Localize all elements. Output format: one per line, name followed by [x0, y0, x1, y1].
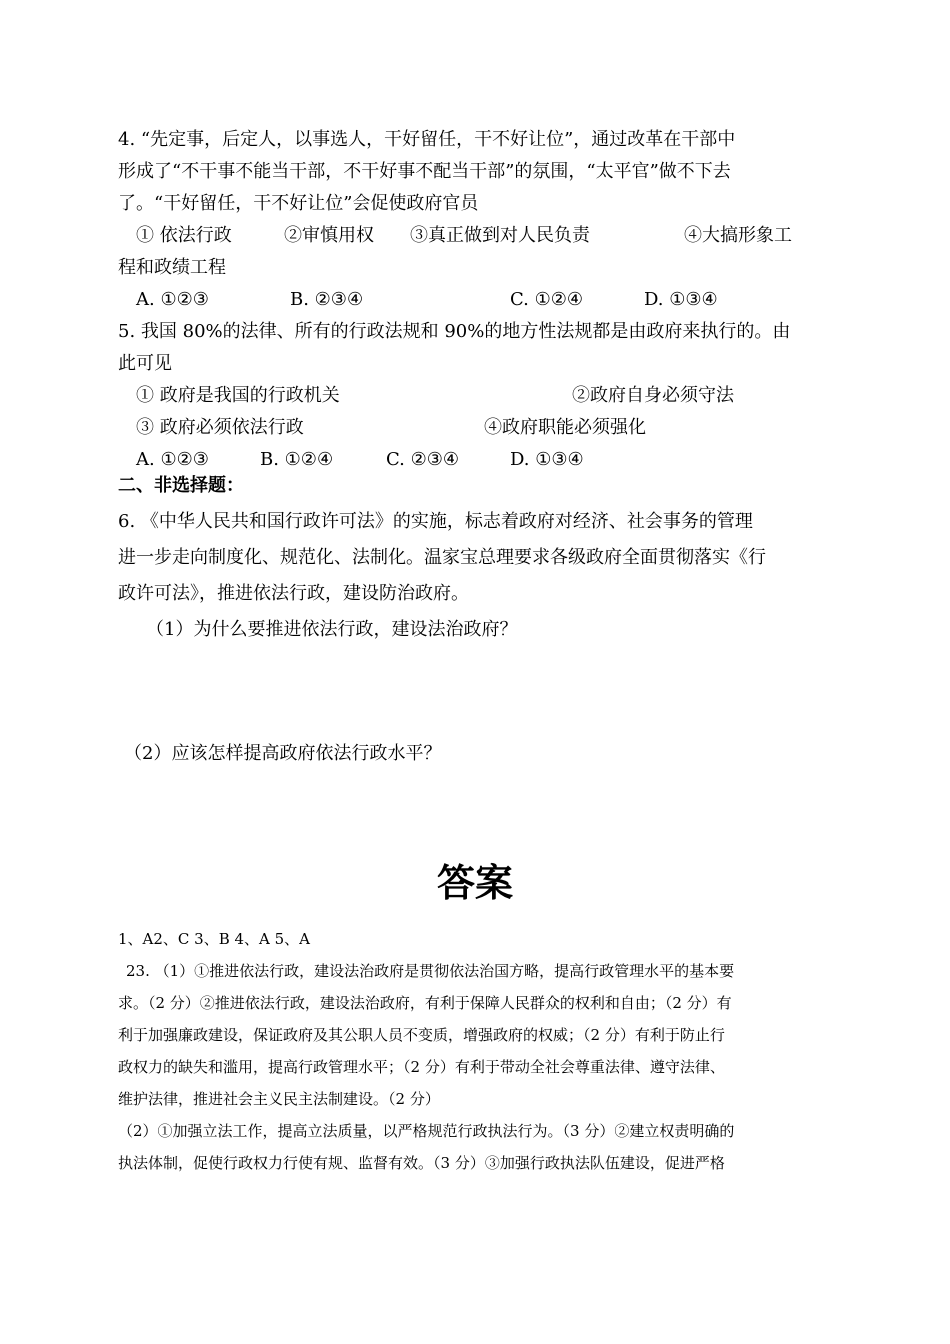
q5-line-1: 5. 我国 80%的法律、所有的行政法规和 90%的地方性法规都是由政府来执行的。由 [118, 321, 791, 342]
answer-1-line-4: 政权力的缺失和滥用，提高行政管理水平；（2 分）有利于带动全社会尊重法律、遵守法律、 [118, 1058, 725, 1076]
q4-option-4-continued: 程和政绩工程 [118, 257, 226, 278]
q4-line-2: 形成了“不干事不能当干部，不干好事不配当干部”的氛围，“太平官”做不下去 [118, 161, 731, 182]
q5-choice-a: A. ①②③ [136, 449, 209, 470]
q6-line-3: 政许可法》，推进依法行政，建设防治政府。 [118, 583, 469, 604]
q5-option-3: ③ 政府必须依法行政 [136, 417, 304, 438]
q5-choice-d: D. ①③④ [510, 449, 584, 470]
answer-2-line-1: （2）①加强立法工作，提高立法质量，以严格规范行政执法行为。（3 分）②建立权责明确的 [118, 1122, 735, 1140]
section-heading: 二、非选择题： [118, 475, 244, 496]
q4-choice-b: B. ②③④ [290, 289, 364, 310]
q4-option-1: ① 依法行政 [136, 225, 232, 246]
answers-title: 答案 [436, 861, 513, 905]
q4-choice-c: C. ①②④ [510, 289, 583, 310]
answer-1-line-2: 求。（2 分）②推进依法行政，建设法治政府，有利于保障人民群众的权利和自由；（2 分）有 [118, 994, 732, 1012]
q4-option-3: ③真正做到对人民负责 [410, 225, 590, 246]
q5-choice-b: B. ①②④ [260, 449, 334, 470]
q6-line-2: 进一步走向制度化、规范化、法制化。温家宝总理要求各级政府全面贯彻落实《行 [118, 547, 766, 568]
q4-line-3: 了。“干好留任，干不好让位”会促使政府官员 [118, 193, 479, 214]
q4-choice-d: D. ①③④ [644, 289, 718, 310]
answer-1-line-5: 维护法律，推进社会主义民主法制建设。（2 分） [118, 1090, 440, 1108]
answers-multiple-choice: 1、A2、C 3、B 4、A 5、A [118, 930, 311, 948]
q4-option-4: ④大搞形象工 [684, 225, 792, 246]
q5-option-2: ②政府自身必须守法 [572, 385, 734, 406]
q6-line-1: 6. 《中华人民共和国行政许可法》的实施，标志着政府对经济、社会事务的管理 [118, 511, 753, 532]
q4-option-2: ②审慎用权 [284, 225, 374, 246]
q4-choice-a: A. ①②③ [136, 289, 209, 310]
q5-option-1: ① 政府是我国的行政机关 [136, 385, 340, 406]
q5-line-2: 此可见 [118, 353, 172, 374]
q6-sub-question-1: （1）为什么要推进依法行政，建设法治政府？ [146, 619, 518, 640]
answer-1-line-3: 利于加强廉政建设，保证政府及其公职人员不变质，增强政府的权威；（2 分）有利于防止行 [118, 1026, 725, 1044]
answer-2-line-2: 执法体制，促使行政权力行使有规、监督有效。（3 分）③加强行政执法队伍建设，促进严格 [118, 1154, 725, 1172]
q5-choice-c: C. ②③④ [386, 449, 459, 470]
q6-sub-question-2: （2）应该怎样提高政府依法行政水平？ [124, 743, 442, 764]
answer-1-line-1: 23. （1）①推进依法行政，建设法治政府是贯彻依法治国方略，提高行政管理水平的基本要 [126, 962, 735, 980]
q5-option-4: ④政府职能必须强化 [484, 417, 646, 438]
q4-line-1: 4. “先定事，后定人，以事选人，干好留任，干不好让位”，通过改革在干部中 [118, 129, 736, 150]
